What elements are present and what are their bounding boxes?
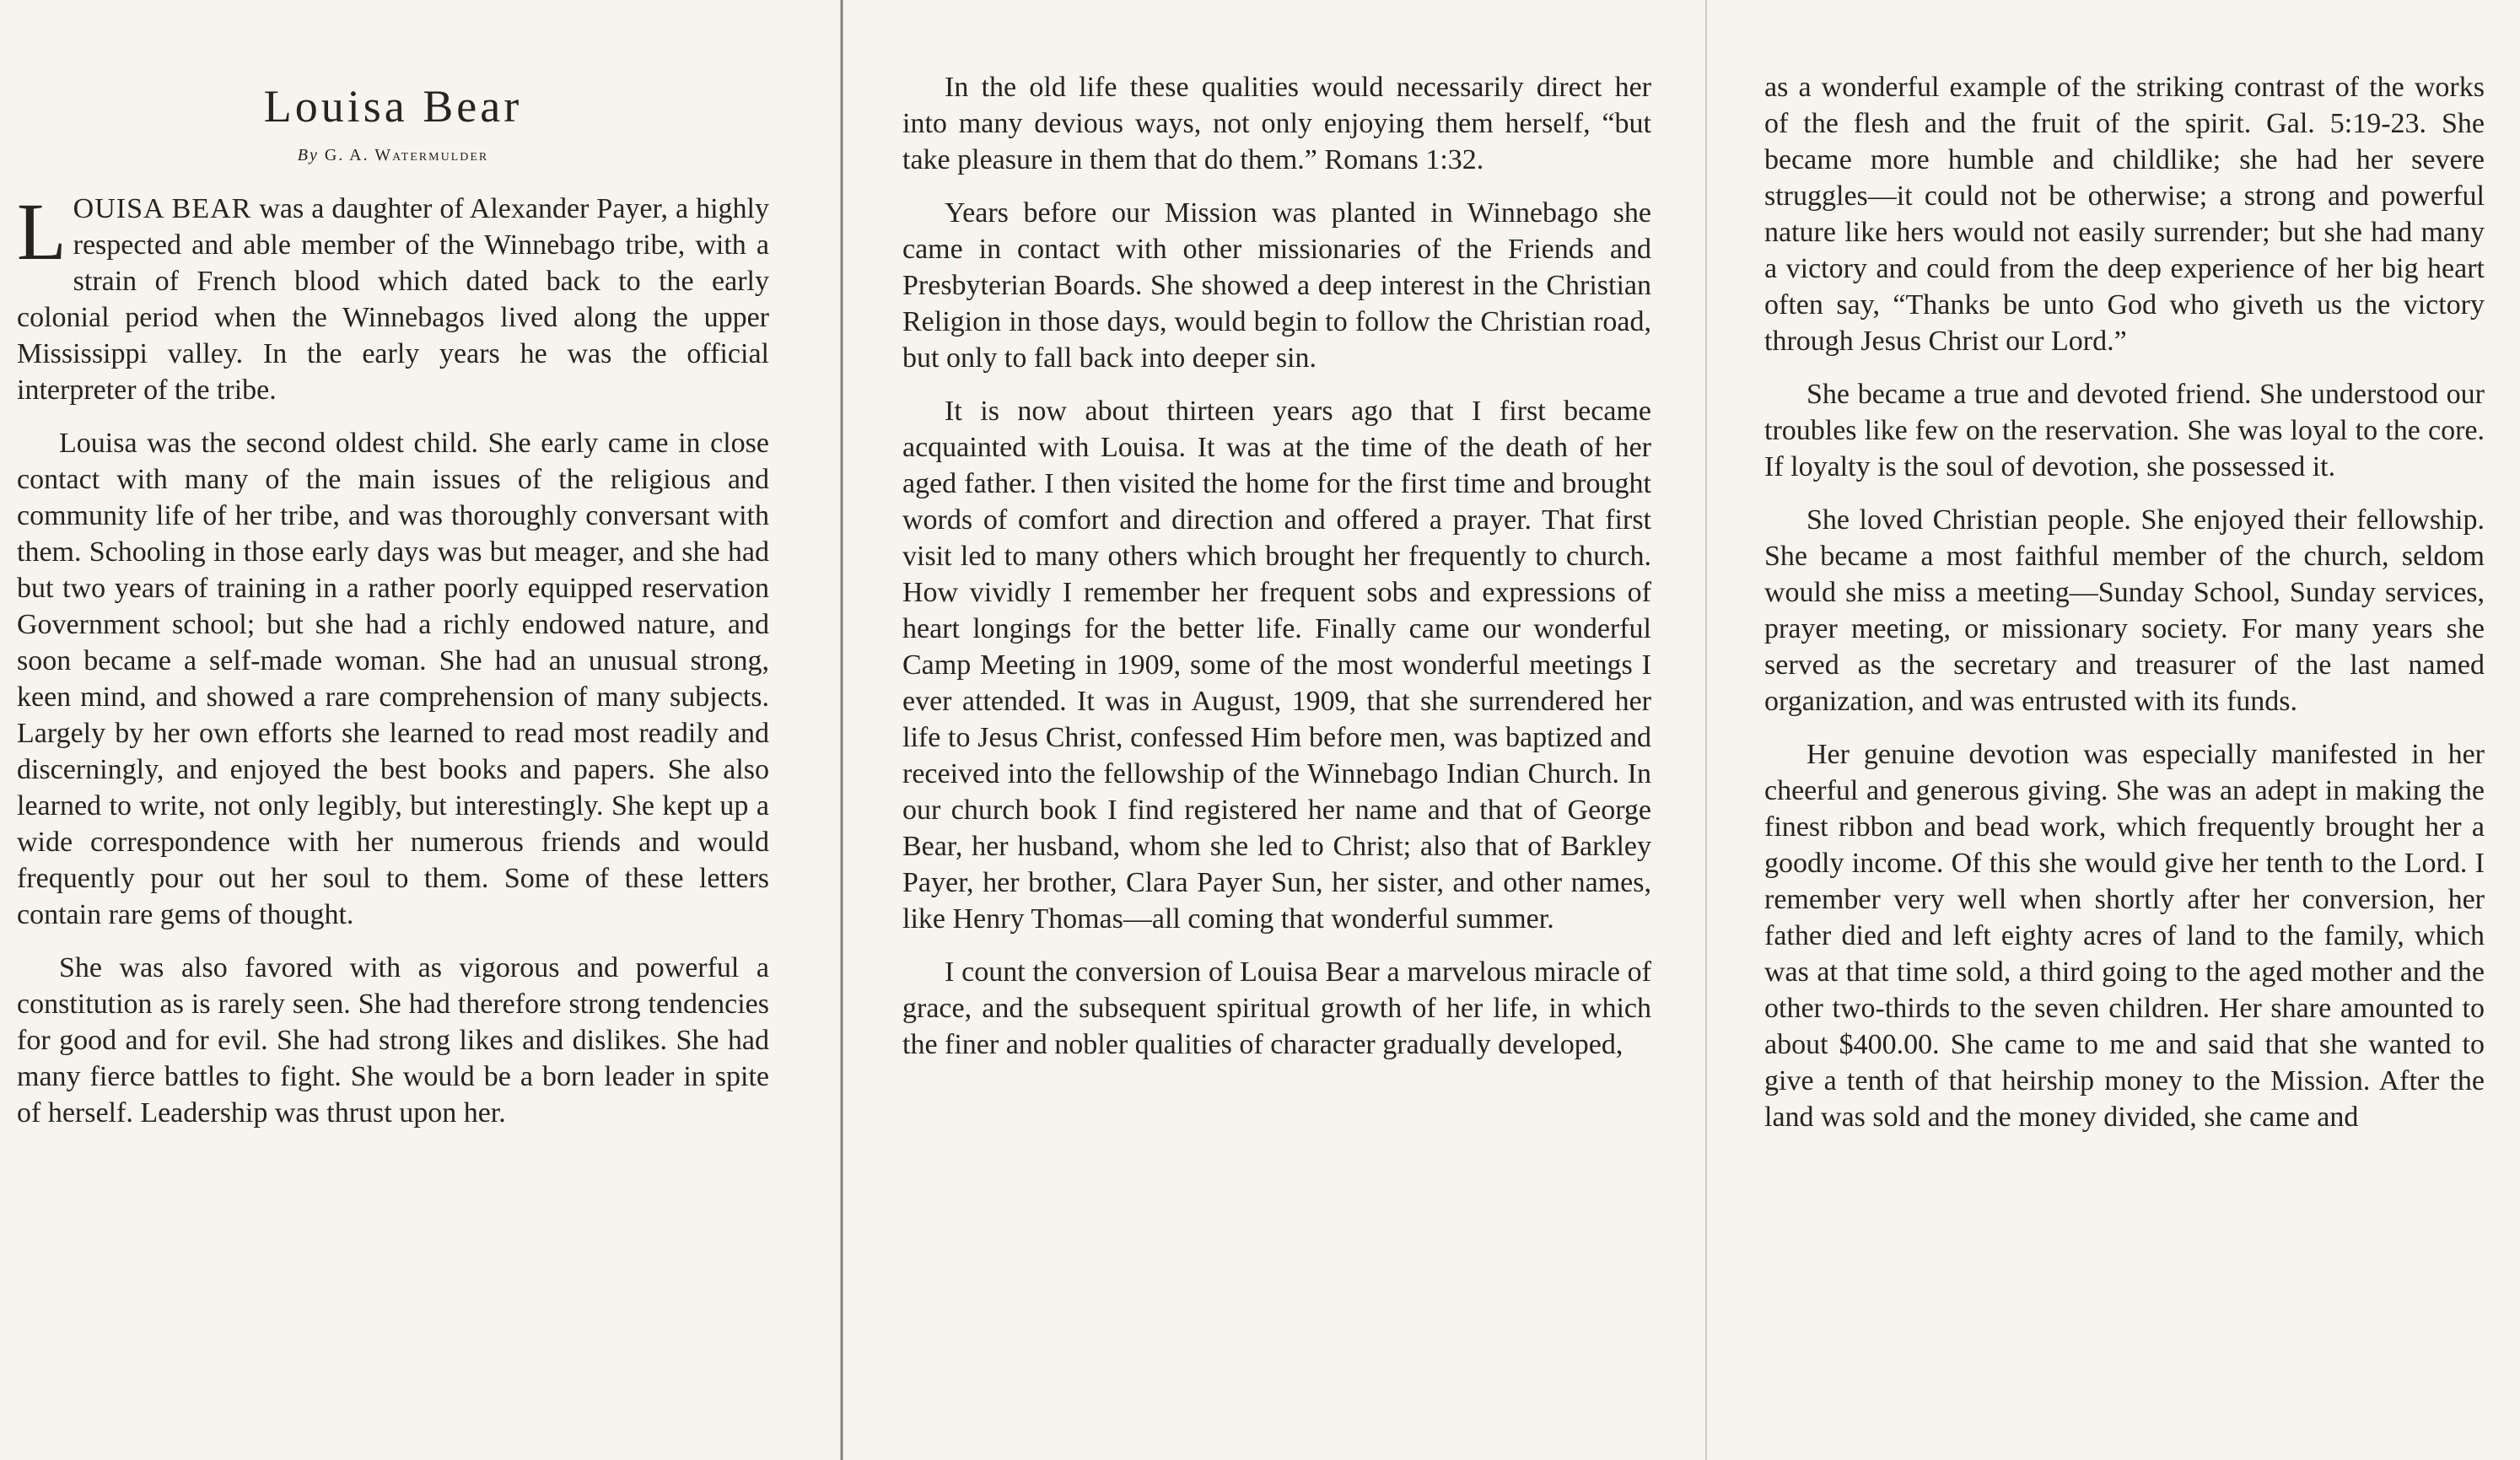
paragraph-1	[17, 186, 769, 408]
paragraph-9: She became a true and devoted friend. She understood our troubles like few on the reservation. She was loyal to the core. If loyalty is the soul of devotion, she possessed it.	[1764, 379, 2485, 482]
lead-in: OUISA BEAR	[73, 193, 252, 224]
paragraph-1-text: was a daughter of Alexander Payer, a highly respected and able member of the Winnebago tribe, with a strain of French blood which dated back to the early colonial period when the Winnebagos lived along the upper Mississippi valley. In the early years he was the official interpreter of the tribe.	[17, 193, 769, 406]
paragraph-8: as a wonderful example of the striking contrast of the works of the flesh and the fruit of the spirit. Gal. 5:19-23. She became more humble and childlike; she had her severe struggles—it could not be otherwise; a strong and powerful nature like hers would not easily surrender; but she had many a victory and could from the deep experience of her big heart often say, “Thanks be unto God who giveth us the victory through Jesus Christ our Lord.”	[1764, 72, 2485, 357]
page-gutter-right	[1705, 0, 1707, 1460]
column-2	[843, 0, 1695, 1460]
paragraph-11: Her genuine devotion was especially manifested in her cheerful and generous giving. She was an adept in making the finest ribbon and bead work, which frequently brought her a goodly income. Of this she would give her tenth to the Lord. I remember very well when shortly after her conversion, her father died and left eighty acres of land to the family, which was at that time sold, a third going to the aged mother and the other two-thirds to the seven children. Her share amounted to about $400.00. She came to me and said that she wanted to give a tenth of that heirship money to the Mission. After the land was sold and the money divided, she came and	[1764, 739, 2485, 1133]
byline	[17, 146, 769, 165]
drop-cap: L	[17, 186, 67, 277]
paragraph-2: Louisa was the second oldest child. She early came in close contact with many of the main issues of the religious and community life of her tribe, and was thoroughly conversant with them. Schooling in those early days was but meager, and she had but two years of training in a rather poorly equipped reservation Government school; but she had a richly endowed nature, and soon became a self-made woman. She had an unusual strong, keen mind, and showed a rare comprehension of many subjects. Largely by her own efforts she learned to read most readily and discerningly, and enjoyed the best books and papers. She also learned to write, not only legibly, but interestingly. She kept up a wide correspondence with her numerous friends and would frequently pour out her soul to them. Some of these letters contain rare gems of thought.	[17, 428, 769, 930]
paragraph-4: In the old life these qualities would necessarily direct her into many devious ways, not only enjoying them herself, “but take pleasure in them that do them.” Romans 1:32.	[902, 72, 1651, 175]
paragraph-5: Years before our Mission was planted in Winnebago she came in contact with other missionaries of the Friends and Presbyterian Boards. She showed a deep interest in the Christian Religion in those days, would begin to follow the Christian road, but only to fall back into deeper sin.	[902, 197, 1651, 374]
article-title: Louisa Bear	[263, 81, 523, 132]
paragraph-6: It is now about thirteen years ago that I first became acquainted with Louisa. It was at the time of the death of her aged father. I then visited the home for the first time and brought words of comfort and direction and offered a prayer. That first visit led to many others which brought her frequently to church. How vividly I remember her frequent sobs and expressions of heart longings for the better life. Finally came our wonderful Camp Meeting in 1909, some of the most wonderful meetings I ever attended. It was in August, 1909, that she surrendered her life to Jesus Christ, confessed Him before men, was baptized and received into the fellowship of the Winnebago Indian Church. In our church book I find registered her name and that of George Bear, her husband, whom she led to Christ; also that of Barkley Payer, her brother, Clara Payer Sun, her sister, and other names, like Henry Thomas—all coming that wonderful summer.	[902, 396, 1651, 935]
column-3	[1712, 0, 2520, 1460]
column-1	[0, 0, 835, 1460]
paragraph-3: She was also favored with as vigorous and powerful a constitution as is rarely seen. She had therefore strong tendencies for good and for evil. She had strong likes and dislikes. She had many fierce battles to fight. She would be a born leader in spite of herself. Leadership was thrust upon her.	[17, 952, 769, 1129]
paragraph-10: She loved Christian people. She enjoyed their fellowship. She became a most faithful member of the church, seldom would she miss a meeting—Sunday School, Sunday services, prayer meeting, or missionary society. For many years she served as the secretary and treasurer of the last named organization, and was entrusted with its funds.	[1764, 504, 2485, 717]
paragraph-7: I count the conversion of Louisa Bear a marvelous miracle of grace, and the subsequent spiritual growth of her life, in which the finer and nobler qualities of character gradually developed,	[902, 956, 1651, 1060]
byline-prefix: By	[297, 146, 319, 164]
author-name: G. A. Watermulder	[324, 146, 489, 164]
